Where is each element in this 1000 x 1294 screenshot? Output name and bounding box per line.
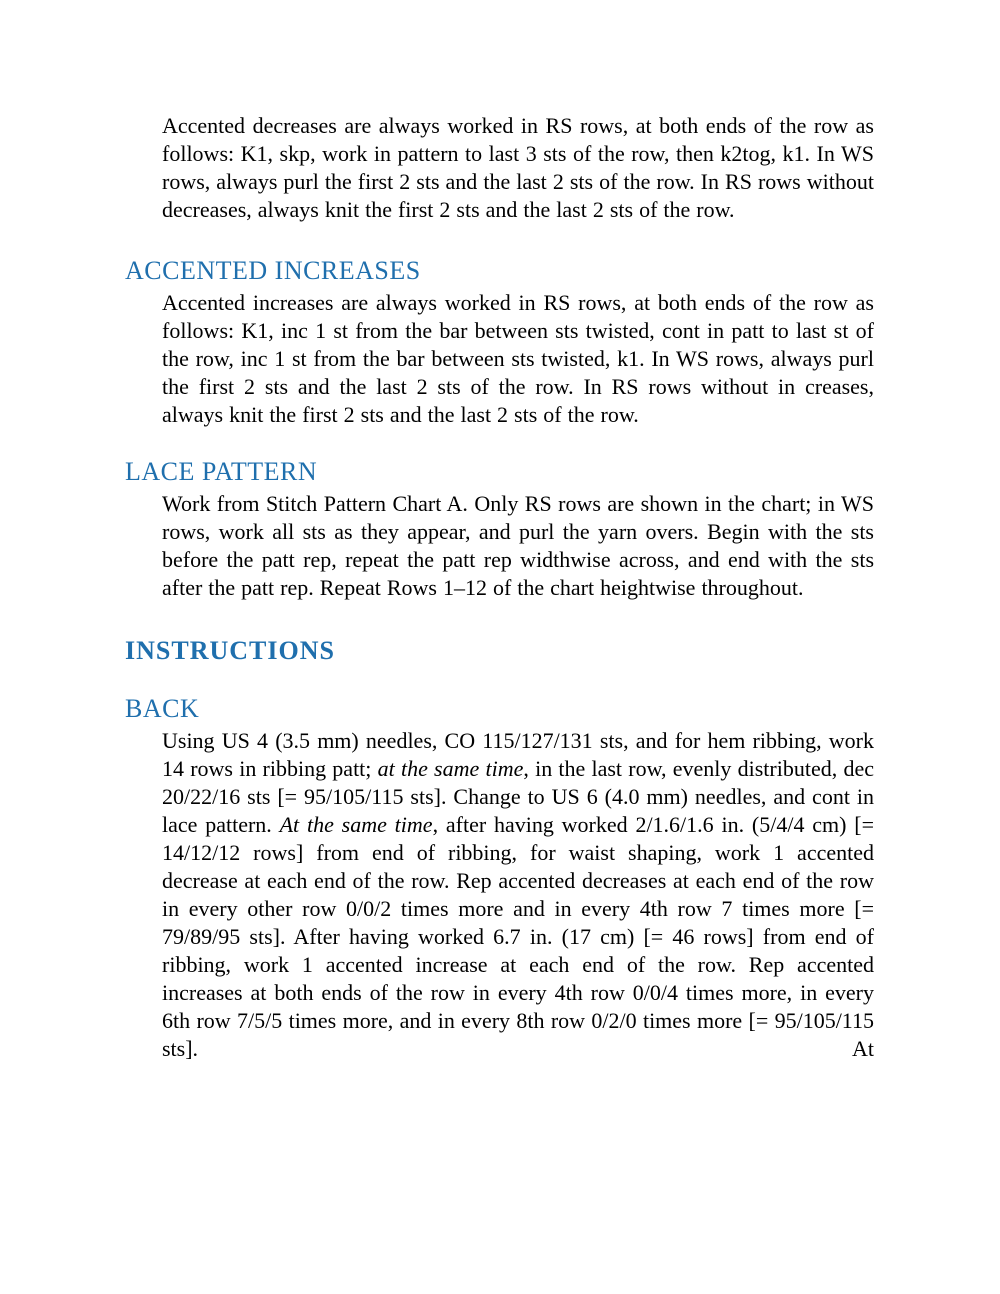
heading-accented-increases: ACCENTED INCREASES bbox=[125, 256, 421, 285]
heading-instructions: INSTRUCTIONS bbox=[125, 636, 335, 665]
lace-pattern-paragraph: Work from Stitch Pattern Chart A. Only RS rows are shown in the chart; in WS rows, work all sts as they appear, and purl the yarn overs. Begin with the sts before the patt rep, repeat the patt rep widthwise across, and end with the sts after the patt rep. Repeat Rows 1–12 of the chart heightwise throughout. bbox=[162, 491, 874, 600]
heading-lace-pattern: LACE PATTERN bbox=[125, 457, 318, 486]
back-paragraph: Using US 4 (3.5 mm) needles, CO 115/127/131 sts, and for hem ribbing, work 14 rows in ribbing patt; at the same time, in the last row, evenly distributed, dec 20/22/16 sts [= 95/105/115 sts]. Change to US 6 (4.0 mm) needles, and cont in lace pattern. At the same time, after having worked 2/1.6/1.6 in. (5/4/4 cm) [= 14/12/12 rows] from end of ribbing, for waist shaping, work 1 accented decrease at each end of the row. Rep accented decreases at each end of the row in every other row 0/0/2 times more and in every 4th row 7 times more [= 79/89/95 sts]. After having worked 6.7 in. (17 cm) [= 46 rows] from end of ribbing, work 1 accented increase at each end of the row. Rep accented increases at both ends of the row in every 4th row 0/0/4 times more, in every 6th row 7/5/5 times more, and in every 8th row 0/2/0 times more [= 95/105/115 sts]. At bbox=[162, 728, 874, 1061]
intro-paragraph: Accented decreases are always worked in RS rows, at both ends of the row as follows: K1, skp, work in pattern to last 3 sts of the row, then k2tog, k1. In WS rows, always purl the first 2 sts and the last 2 sts of the row. In RS rows without decreases, always knit the first 2 sts and the last 2 sts of the row. bbox=[162, 113, 874, 222]
heading-back: BACK bbox=[125, 694, 200, 723]
accented-increases-paragraph: Accented increases are always worked in RS rows, at both ends of the row as follows: K1, inc 1 st from the bar between sts twisted, cont in patt to last st of the row, inc 1 st from the bar between sts twisted, k1. In WS rows, always purl the first 2 sts and the last 2 sts of the row. In RS rows without in creases, always knit the first 2 sts and the last 2 sts of the row. bbox=[162, 290, 874, 427]
